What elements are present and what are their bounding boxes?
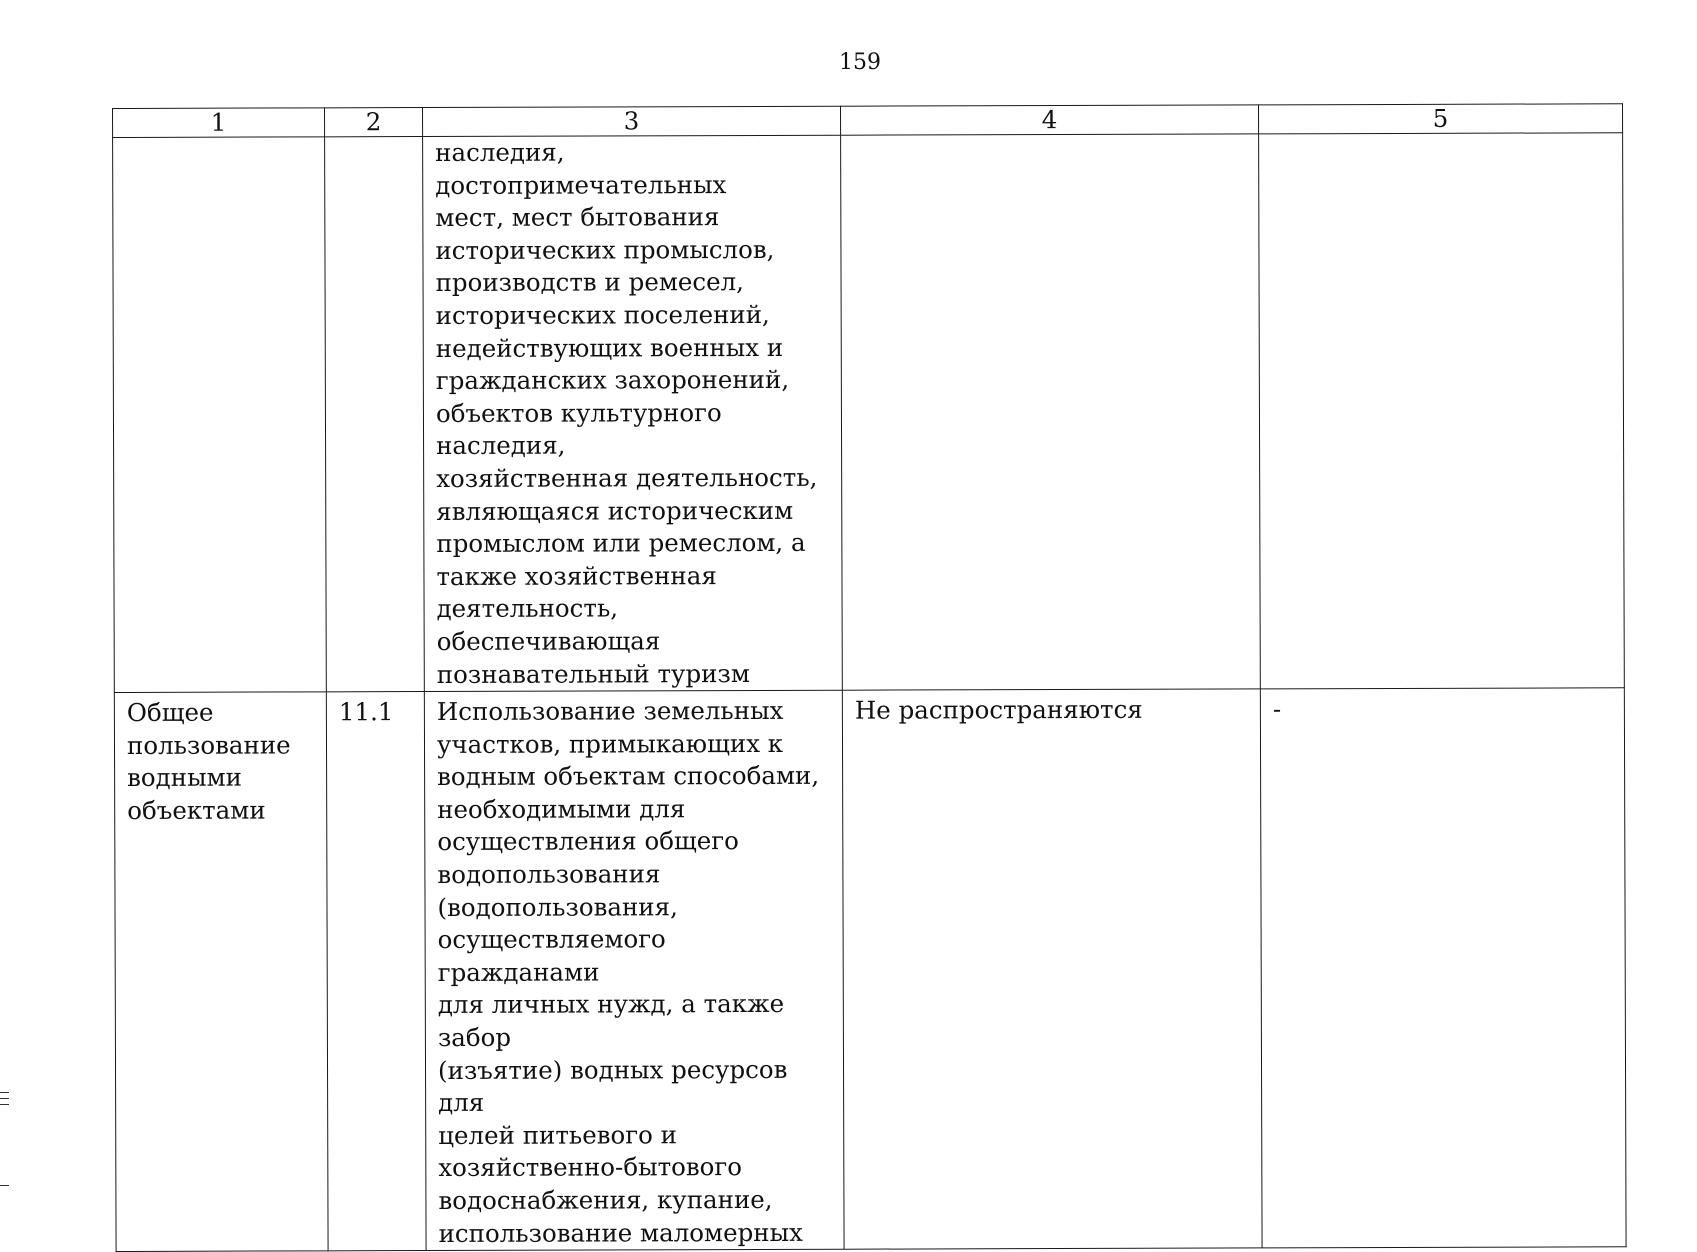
margin-tick	[0, 1185, 9, 1186]
cell-description: Использование земельных участков, примыкающих к водным объектам способами, необходимыми для осуществления общего водопользования (водопользования, осуществляемого гражданами для личных нужд, а также забор (изъятие) водных ресурсов для целей питьевого и хозяйственно-бытового водоснабжения, купание, использование маломерных	[424, 690, 844, 1250]
header-col-4: 4	[840, 105, 1258, 135]
cell-col4	[841, 134, 1261, 690]
cell-name	[113, 137, 327, 693]
cell-name: Общее пользование водными объектами	[114, 692, 328, 1252]
header-row	[113, 104, 1623, 138]
land-use-table	[112, 103, 1626, 1252]
header-col-1: 1	[113, 108, 325, 138]
table-row	[113, 133, 1625, 693]
cell-col5	[1259, 133, 1625, 689]
page-number: 159	[839, 50, 881, 75]
header-col-3: 3	[423, 106, 841, 136]
table	[112, 103, 1627, 1252]
header-col-2: 2	[325, 108, 423, 137]
margin-tick	[0, 1098, 9, 1099]
cell-col4: Не распространяются	[842, 689, 1262, 1249]
margin-tick	[0, 1092, 9, 1093]
header-col-5: 5	[1258, 104, 1622, 134]
cell-code: 11.1	[326, 692, 426, 1251]
table-row	[114, 688, 1626, 1252]
margin-tick	[0, 1104, 9, 1105]
cell-col5: -	[1260, 688, 1626, 1248]
cell-description: наследия, достопримечательных мест, мест бытования исторических промыслов, производств и ремесел, исторических поселений, недействующих военных и гражданских захоронений, объектов культурного наследия, хозяйственная деятельность, являющаяся историческим промыслом или ремеслом, а также хозяйственная деятельность, обеспечивающая познавательный туризм	[423, 135, 843, 691]
cell-code	[325, 137, 425, 692]
